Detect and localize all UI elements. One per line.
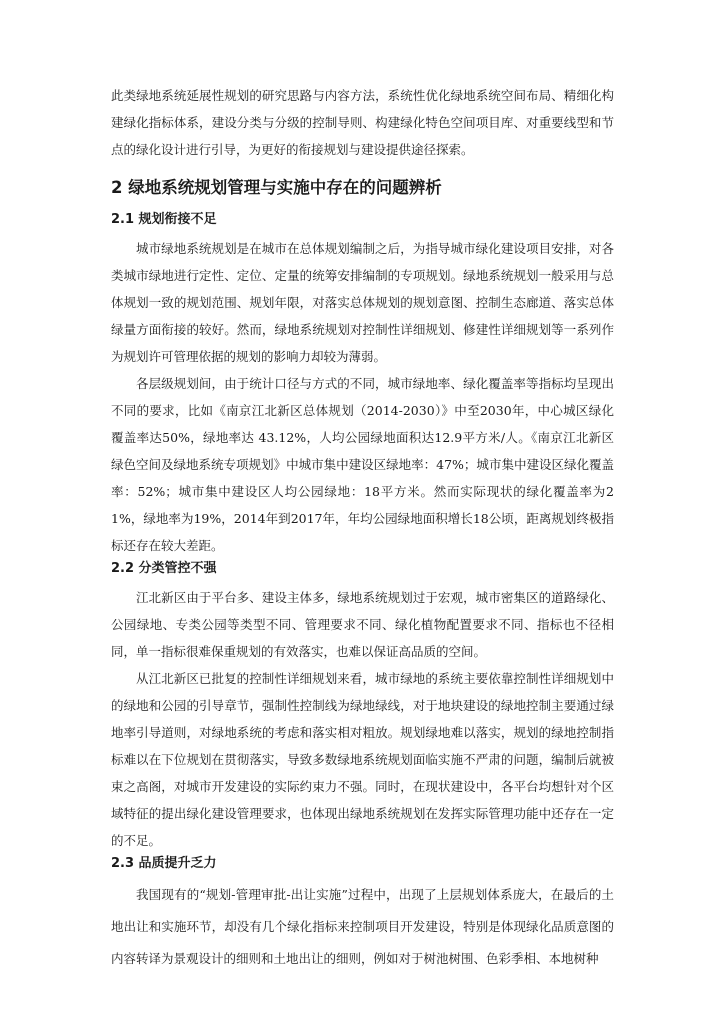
section-2-2-heading: 2.2 分类管控不强 — [111, 561, 217, 576]
section-2-1-paragraph-2: 各层级规划间，由于统计口径与方式的不同，城市绿地率、绿化覆盖率等指标均呈现出不同的要求，比如《南京江北新区总体规划（2014-2030）》中至2030年，中心城区绿化覆盖率达50%，绿地率达 43.12%，人均公园绿地面积达12.9平方米/人。《南京江北新区绿色空间及绿地系统专项规划》中城市集中建设区绿地率：47%；城市集中建设区绿化覆盖率：52%；城市集中建设区人均公园绿地：18平方米。然而实际现状的绿化覆盖率为21%，绿地率为19%，2014年到2017年，年均公园绿地面积增长18公顷，距离规划终极指标还存在较大差距。 — [111, 376, 614, 553]
section-2-3-heading: 2.3 品质提升乏力 — [111, 856, 217, 871]
section-2-2-paragraph-1: 江北新区由于平台多、建设主体多，绿地系统规划过于宏观，城市密集区的道路绿化、公园绿地、专类公园等类型不同、管理要求不同、绿化植物配置要求不同、指标也不径相同，单一指标很难保重规划的有效落实，也难以保证高品质的空间。 — [111, 590, 614, 659]
section-2-1-heading: 2.1 规划衔接不足 — [111, 212, 217, 227]
document-page — [111, 82, 614, 975]
section-2-heading: 2 绿地系统规划管理与实施中存在的问题辨析 — [111, 178, 442, 197]
section-2-2-paragraph-2: 从江北新区已批复的控制性详细规划来看，城市绿地的系统主要依靠控制性详细规划中的绿地和公园的引导章节，强制性控制线为绿地绿线，对于地块建设的绿地控制主要通过绿地率引导道则，对绿地系统的考虑和落实相对粗放。规划绿地难以落实，规划的绿地控制指标难以在下位规划在贯彻落实，导致多数绿地系统规划面临实施不严肃的问题，编制后就被束之高阁，对城市开发建设的实际约束力不强。同时，在现状建设中，各平台均想针对个区域特征的提出绿化建设管理要求，也体现出绿地系统规划在发挥实际管理功能中还存在一定的不足。 — [111, 671, 614, 848]
intro-paragraph: 此类绿地系统延展性规划的研究思路与内容方法，系统性优化绿地系统空间布局、精细化构建绿化指标体系，建设分类与分级的控制导则、构建绿化特色空间项目库、对重要线型和节点的绿化设计进行引导，为更好的衔接规划与建设提供途径探索。 — [111, 88, 614, 157]
section-2-1-paragraph-1: 城市绿地系统规划是在城市在总体规划编制之后，为指导城市绿化建设项目安排，对各类城市绿地进行定性、定位、定量的统筹安排编制的专项规划。绿地系统规划一般采用与总体规划一致的规划范围、规划年限，对落实总体规划的规划意图、控制生态廊道、落实总体绿量方面衔接的较好。然而，绿地系统规划对控制性详细规划、修建性详细规划等一系列作为规划许可管理依据的规划的影响力却较为薄弱。 — [111, 241, 614, 364]
section-2-3-paragraph-1: 我国现有的“规划-管理审批-出让实施”过程中，出现了上层规划体系庞大，在最后的土地出让和实施环节，却没有几个绿化指标来控制项目开发建设，特别是体现绿化品质意图的内容转译为景观设计的细则和土地出让的细则，例如对于树池树围、色彩季相、本地树种 — [111, 887, 614, 966]
